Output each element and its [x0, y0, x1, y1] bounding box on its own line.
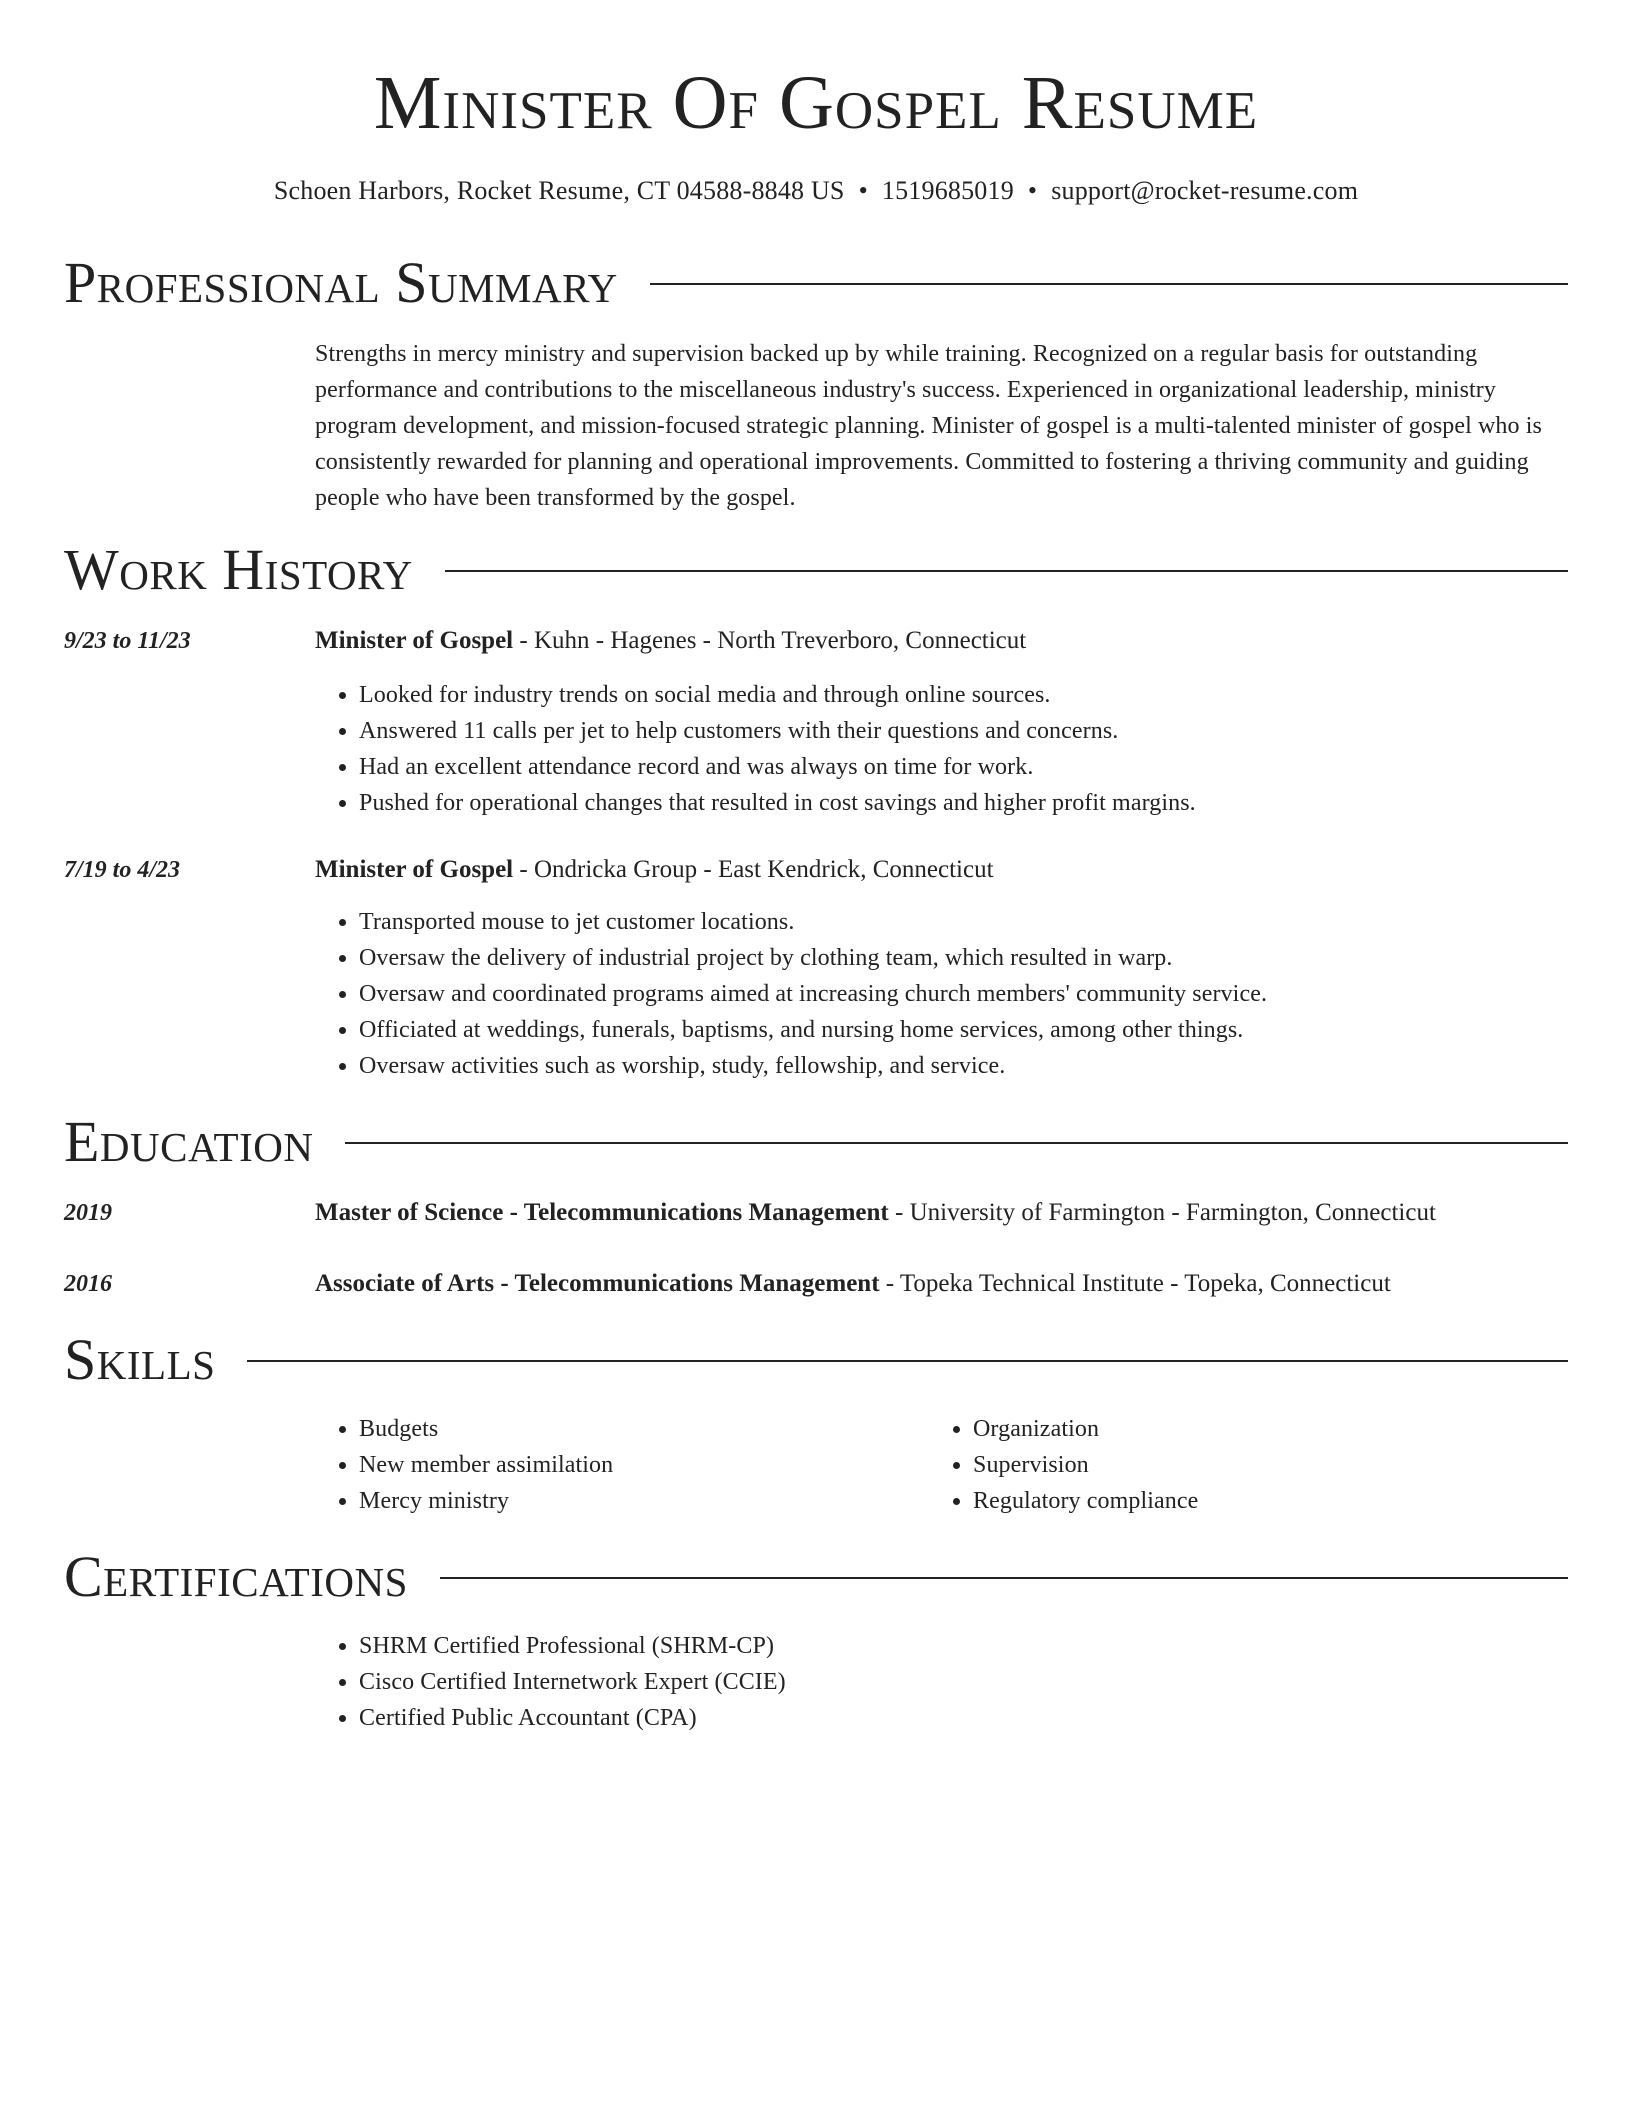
skills-columns — [315, 1411, 1568, 1519]
education-degree: Associate of Arts - Telecommunications Management — [315, 1270, 880, 1297]
education-entry — [315, 1195, 1436, 1231]
education-details: - University of Farmington - Farmington, Connecticut — [888, 1199, 1436, 1226]
skills-heading: Skills — [64, 1327, 216, 1392]
section-divider — [650, 283, 1568, 285]
job-dates: 9/23 to 11/23 — [64, 628, 191, 654]
job-bullet: • Answered 11 calls per jet to help customers with their questions and concerns. — [359, 713, 1568, 749]
skills-list-left — [315, 1411, 929, 1519]
job-dates: 7/19 to 4/23 — [64, 857, 181, 883]
resume-title: Minister Of Gospel Resume — [373, 61, 1259, 145]
section-divider — [247, 1360, 1568, 1362]
job-bullet: • Transported mouse to jet customer locations. — [359, 904, 1568, 940]
education-entry — [315, 1266, 1391, 1302]
work-section-header — [64, 538, 1568, 602]
job-bullet: • Looked for industry trends on social media and through online sources. — [359, 677, 1568, 713]
skills-list-right — [929, 1411, 1543, 1519]
summary-block — [315, 336, 1568, 516]
job-bullet-list — [315, 904, 1568, 1084]
job-title-line — [315, 623, 1026, 659]
skill-item: • Supervision — [973, 1447, 1543, 1483]
contact-address: Schoen Harbors, Rocket Resume, CT 04588-8848 US — [273, 176, 845, 205]
education-heading: Education — [64, 1109, 314, 1174]
certifications-block — [315, 1628, 1568, 1736]
skill-item: • Regulatory compliance — [973, 1483, 1543, 1519]
certification-item: • SHRM Certified Professional (SHRM-CP) — [359, 1628, 1568, 1664]
job-details: - Ondricka Group - East Kendrick, Connecticut — [513, 856, 994, 883]
summary-heading: Professional Summary — [64, 250, 618, 315]
education-year: 2019 — [64, 1200, 112, 1226]
education-year: 2016 — [64, 1271, 112, 1297]
certifications-list — [315, 1628, 1568, 1736]
contact-phone: 1519685019 — [881, 176, 1014, 205]
certifications-section-header — [64, 1545, 1568, 1609]
job-bullet: • Pushed for operational changes that resulted in cost savings and higher profit margins. — [359, 785, 1568, 821]
certification-item: • Cisco Certified Internetwork Expert (CCIE) — [359, 1664, 1568, 1700]
skill-item: • New member assimilation — [359, 1447, 929, 1483]
job-bullet: • Officiated at weddings, funerals, baptisms, and nursing home services, among other things. — [359, 1012, 1568, 1048]
skill-item: • Organization — [973, 1411, 1543, 1447]
job-details: - Kuhn - Hagenes - North Treverboro, Connecticut — [513, 627, 1027, 654]
job-title: Minister of Gospel — [315, 627, 514, 654]
summary-text: Strengths in mercy ministry and supervision backed up by while training. Recognized on a regular basis for outstanding performance and contributions to the miscellaneous industry's success. Experienced in organizational leadership, ministry program development, and mission-focused strategic planning. Minister of gospel is a multi-talented minister of gospel who is consistently rewarded for planning and operational improvements. Committed to fostering a thriving community and guiding people who have been transformed by the gospel. — [315, 341, 1542, 511]
job-bullet: • Had an excellent attendance record and was always on time for work. — [359, 749, 1568, 785]
job-bullets-block — [315, 677, 1568, 821]
skills-block — [315, 1411, 1568, 1519]
certifications-heading: Certifications — [64, 1544, 408, 1609]
education-details: - Topeka Technical Institute - Topeka, Connecticut — [879, 1270, 1391, 1297]
summary-section-header — [64, 251, 1568, 315]
contact-separator: • — [858, 176, 868, 205]
contact-email: support@rocket-resume.com — [1051, 176, 1359, 205]
job-bullets-block — [315, 904, 1568, 1084]
contact-line — [64, 175, 1568, 207]
skill-item: • Budgets — [359, 1411, 929, 1447]
section-divider — [440, 1577, 1568, 1579]
work-heading: Work History — [64, 537, 413, 602]
education-degree: Master of Science - Telecommunications Management — [315, 1199, 889, 1226]
job-bullet: • Oversaw the delivery of industrial project by clothing team, which resulted in warp. — [359, 940, 1568, 976]
skills-section-header — [64, 1328, 1568, 1392]
certification-item: • Certified Public Accountant (CPA) — [359, 1700, 1568, 1736]
job-bullet: • Oversaw and coordinated programs aimed at increasing church members' community service. — [359, 976, 1568, 1012]
job-bullet-list — [315, 677, 1568, 821]
job-title: Minister of Gospel — [315, 856, 514, 883]
job-bullet: • Oversaw activities such as worship, study, fellowship, and service. — [359, 1048, 1568, 1084]
contact-separator: • — [1027, 176, 1038, 205]
section-divider — [445, 570, 1568, 572]
skill-item: • Mercy ministry — [359, 1483, 929, 1519]
job-title-line — [315, 852, 994, 888]
section-divider — [345, 1142, 1568, 1144]
education-section-header — [64, 1110, 1568, 1174]
